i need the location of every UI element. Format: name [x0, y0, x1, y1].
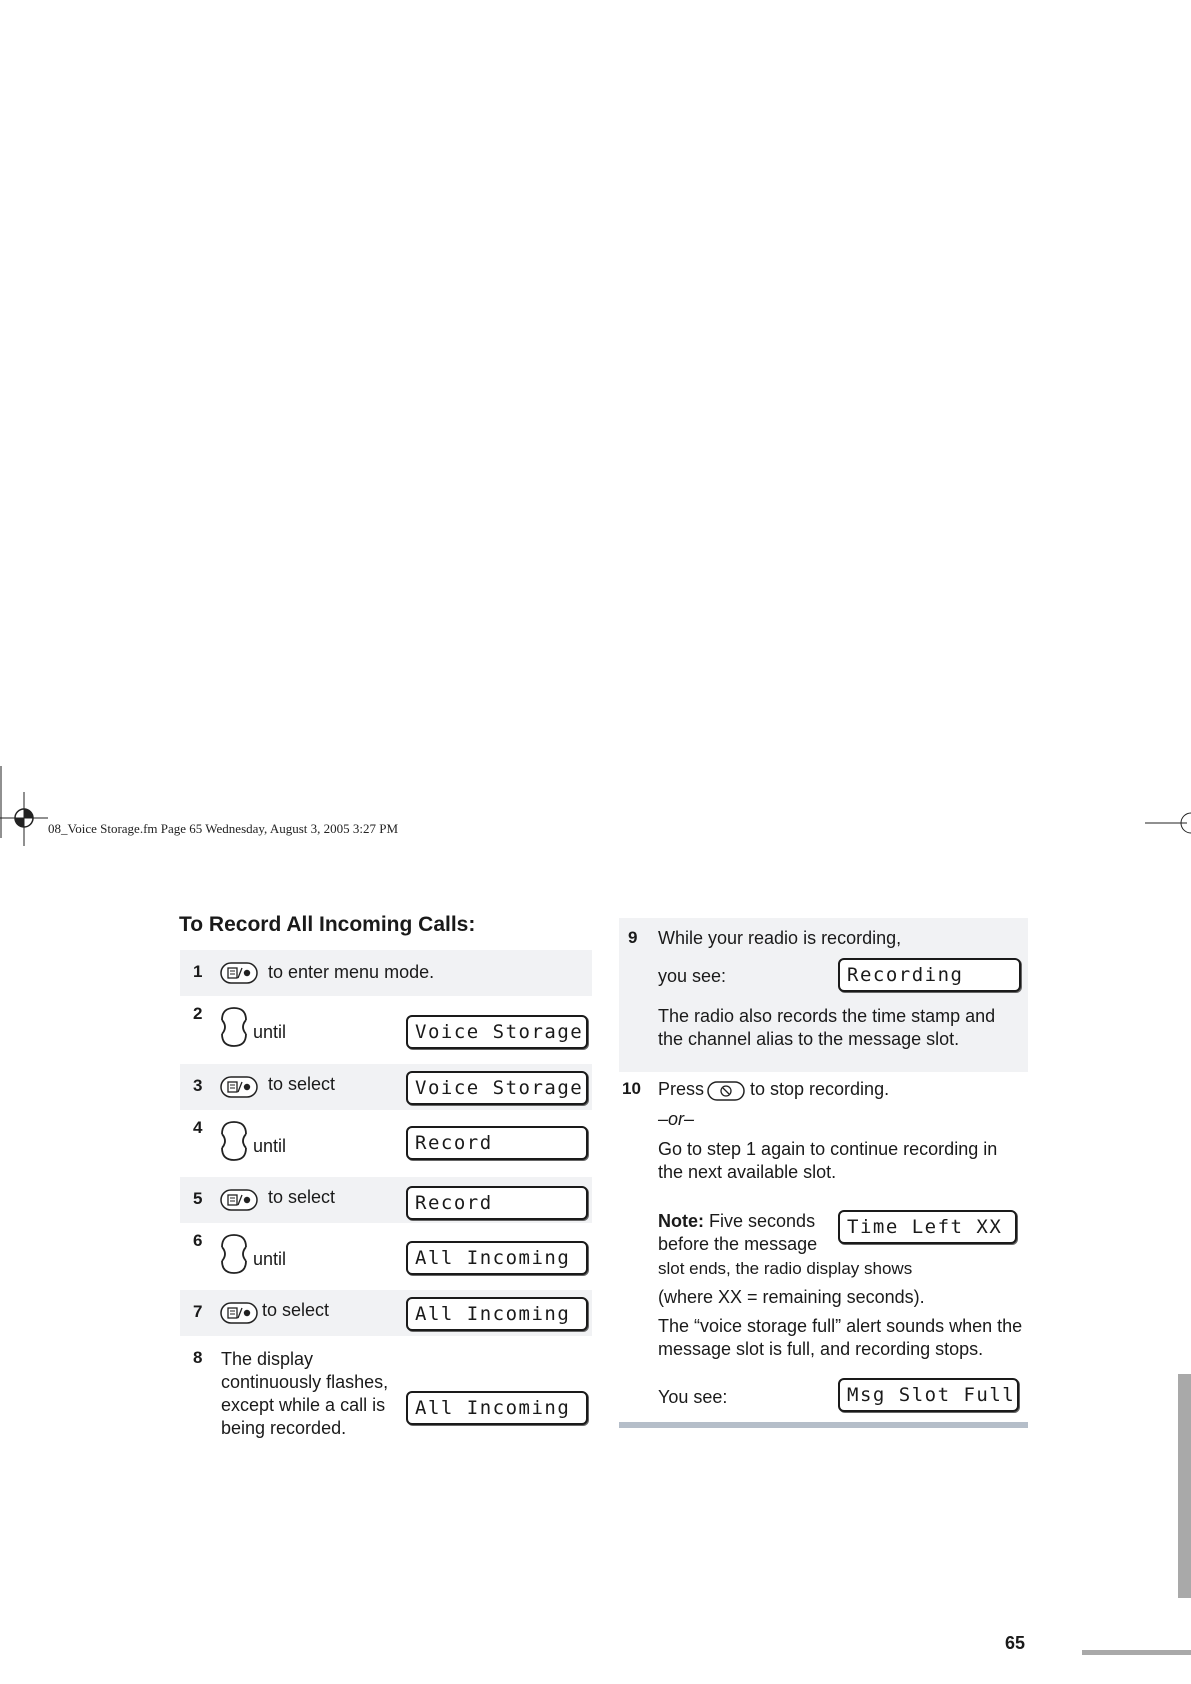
chapter-tab	[1178, 1374, 1191, 1598]
step-note: The radio also records the time stamp and the channel alias to the message slot.	[658, 1006, 996, 1049]
step-text: Press	[658, 1079, 705, 1099]
scroll-navigation-icon	[218, 1118, 250, 1164]
lcd-display: Voice Storage	[406, 1015, 588, 1049]
lcd-display: All Incoming	[406, 1241, 588, 1275]
alternative-text: Go to step 1 again to continue recording in the next available slot.	[658, 1139, 998, 1182]
step-text: to select	[268, 1187, 336, 1207]
footer-rule	[1082, 1650, 1191, 1655]
step-number: 7	[193, 1302, 203, 1321]
section-divider	[619, 1422, 1028, 1428]
step-number: 2	[193, 1004, 203, 1023]
step-text: until	[253, 1136, 287, 1156]
exit-button-icon	[707, 1081, 745, 1101]
step-text: until	[253, 1249, 287, 1269]
step-text: The display continuously flashes, except while a call is being recorded.	[221, 1349, 389, 1438]
where-text: (where XX = remaining seconds).	[658, 1287, 925, 1307]
lcd-display: Recording	[838, 958, 1021, 992]
lcd-display: Record	[406, 1126, 588, 1160]
step-10	[619, 1076, 1028, 1420]
note-continued: slot ends, the radio display shows	[658, 1259, 913, 1278]
menu-select-button-icon	[220, 962, 258, 984]
registration-mark-icon	[0, 766, 48, 846]
step-text: to enter menu mode.	[268, 962, 435, 982]
alert-text: The “voice storage full” alert sounds when the message slot is full, and recording stops.	[658, 1316, 1023, 1359]
lcd-display: All Incoming	[406, 1391, 588, 1425]
step-number: 3	[193, 1076, 203, 1095]
step-1	[180, 950, 592, 996]
section-title: To Record All Incoming Calls:	[179, 913, 476, 936]
menu-select-button-icon	[220, 1302, 258, 1324]
lcd-display: Time Left XX	[838, 1210, 1017, 1244]
lcd-display: Msg Slot Full	[838, 1378, 1019, 1412]
print-header: 08_Voice Storage.fm Page 65 Wednesday, August 3, 2005 3:27 PM	[48, 821, 399, 836]
step-9	[619, 918, 1028, 1072]
step-text: While your readio is recording,	[658, 928, 902, 948]
scroll-navigation-icon	[218, 1231, 250, 1277]
lcd-display: Record	[406, 1186, 588, 1220]
menu-select-button-icon	[220, 1076, 258, 1098]
step-number: 5	[193, 1189, 203, 1208]
note-label: Note:	[658, 1211, 704, 1231]
step-text-end: to stop recording.	[750, 1079, 890, 1099]
scroll-navigation-icon	[218, 1004, 250, 1050]
page-number: 65	[1005, 1633, 1026, 1653]
or-separator: –or–	[658, 1109, 695, 1129]
lcd-display: All Incoming	[406, 1297, 588, 1331]
step-number: 9	[628, 928, 638, 947]
step-number: 1	[193, 962, 203, 981]
note	[658, 1210, 828, 1256]
step-text: to select	[268, 1074, 336, 1094]
you-see-label: You see:	[658, 1387, 728, 1407]
note-text: Five seconds before the message	[658, 1211, 818, 1254]
crop-mark-icon	[1145, 810, 1191, 836]
step-number: 8	[193, 1348, 203, 1367]
step-text: until	[253, 1022, 287, 1042]
step-number: 4	[193, 1118, 203, 1137]
menu-select-button-icon	[220, 1189, 258, 1211]
step-number: 10	[622, 1079, 641, 1098]
lcd-display: Voice Storage	[406, 1071, 588, 1105]
step-text: to select	[262, 1300, 330, 1320]
you-see-label: you see:	[658, 966, 727, 986]
step-number: 6	[193, 1231, 203, 1250]
